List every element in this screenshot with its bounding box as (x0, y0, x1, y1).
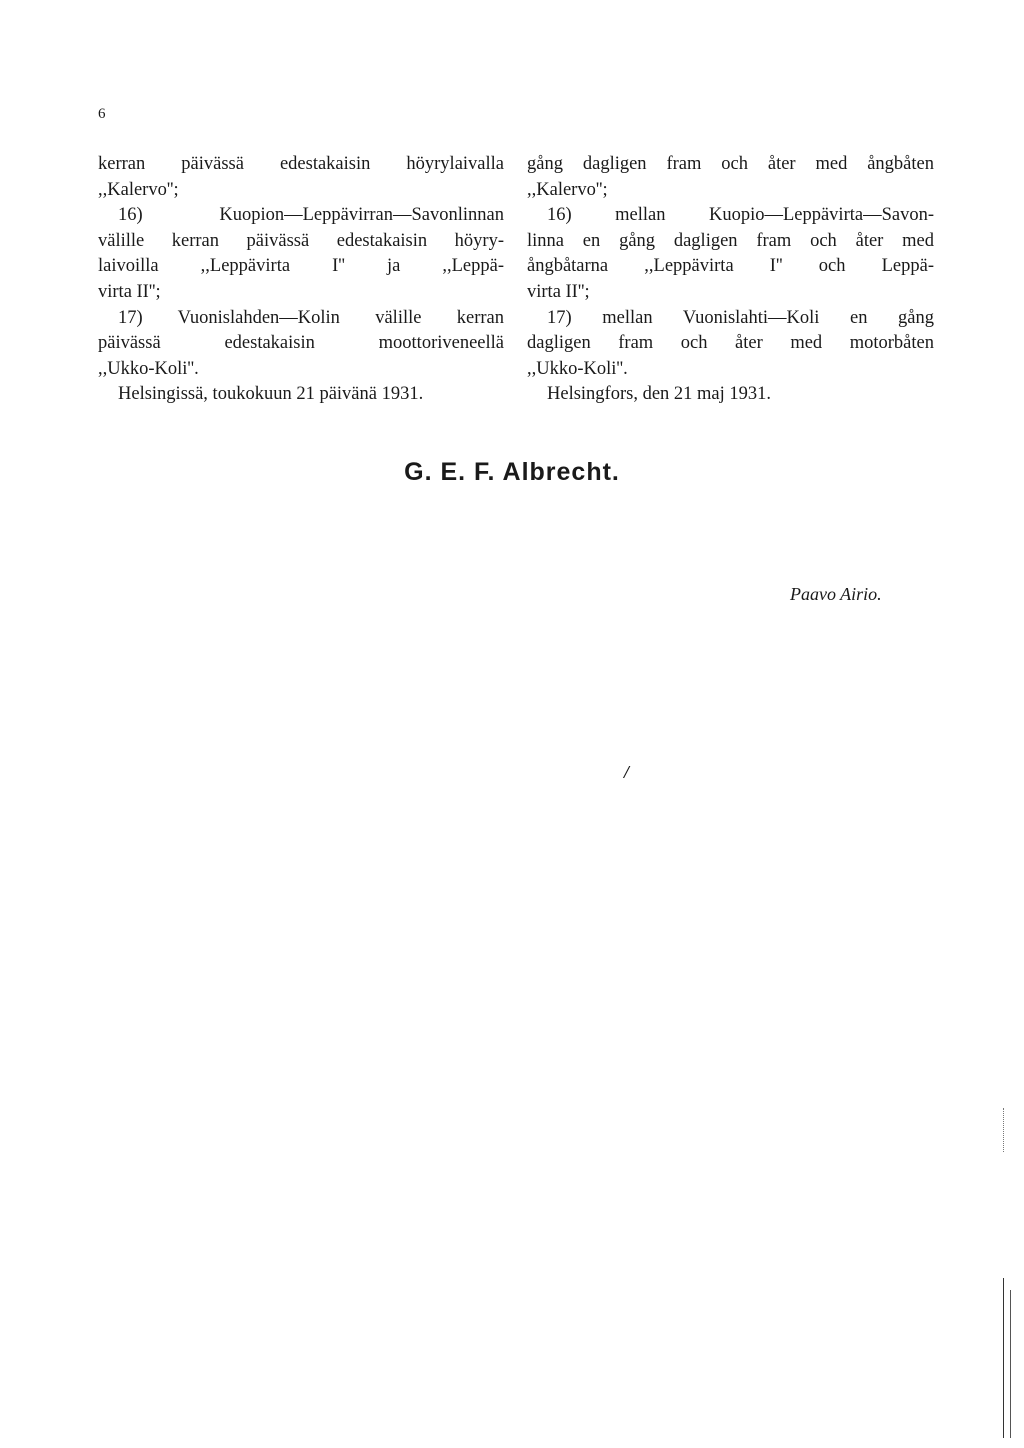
finnish-line-1: kerran päivässä edestakaisin höyrylaivalla (98, 154, 504, 174)
scan-edge-dots (1003, 1108, 1005, 1152)
swedish-line-1: gång dagligen fram och åter med ångbåten (527, 154, 934, 174)
swedish-line-6: virta II''; (527, 281, 590, 302)
finnish-line-9: ,,Ukko-Koli''. (98, 358, 199, 379)
finnish-line-5: laivoilla ,,Leppävirta I'' ja ,,Leppä- (98, 256, 504, 277)
swedish-date-line: Helsingfors, den 21 maj 1931. (547, 384, 772, 405)
scan-edge-line (1003, 1278, 1004, 1438)
finnish-line-4: välille kerran päivässä edestakaisin höyry- (98, 230, 504, 251)
finnish-line-2: ,,Kalervo''; (98, 179, 179, 200)
finnish-column (98, 152, 504, 408)
swedish-line-9: ,,Ukko-Koli''. (527, 358, 628, 379)
swedish-column (527, 152, 934, 408)
finnish-line-3: 16) Kuopion—Leppävirran—Savonlinnan (118, 205, 504, 226)
finnish-line-8: päivässä edestakaisin moottoriveneellä (98, 333, 504, 354)
swedish-line-5: ångbåtarna ,,Leppävirta I'' och Leppä- (527, 256, 934, 277)
finnish-line-6: virta II''; (98, 281, 161, 302)
finnish-date-line: Helsingissä, toukokuun 21 päivänä 1931. (118, 384, 424, 405)
scan-edge-line (1010, 1290, 1011, 1438)
signature-secondary: Paavo Airio. (790, 584, 882, 604)
page-number: 6 (98, 106, 106, 122)
swedish-line-7: 17) mellan Vuonislahti—Koli en gång (547, 307, 934, 328)
swedish-line-4: linna en gång dagligen fram och åter med (527, 230, 934, 251)
finnish-line-7: 17) Vuonislahden—Kolin välille kerran (118, 307, 504, 328)
swedish-line-3: 16) mellan Kuopio—Leppävirta—Savon- (547, 205, 934, 226)
signature-main: G. E. F. Albrecht. (404, 458, 620, 486)
swedish-line-2: ,,Kalervo''; (527, 179, 608, 200)
swedish-line-8: dagligen fram och åter med motorbåten (527, 333, 934, 354)
stray-mark: / (624, 762, 630, 782)
